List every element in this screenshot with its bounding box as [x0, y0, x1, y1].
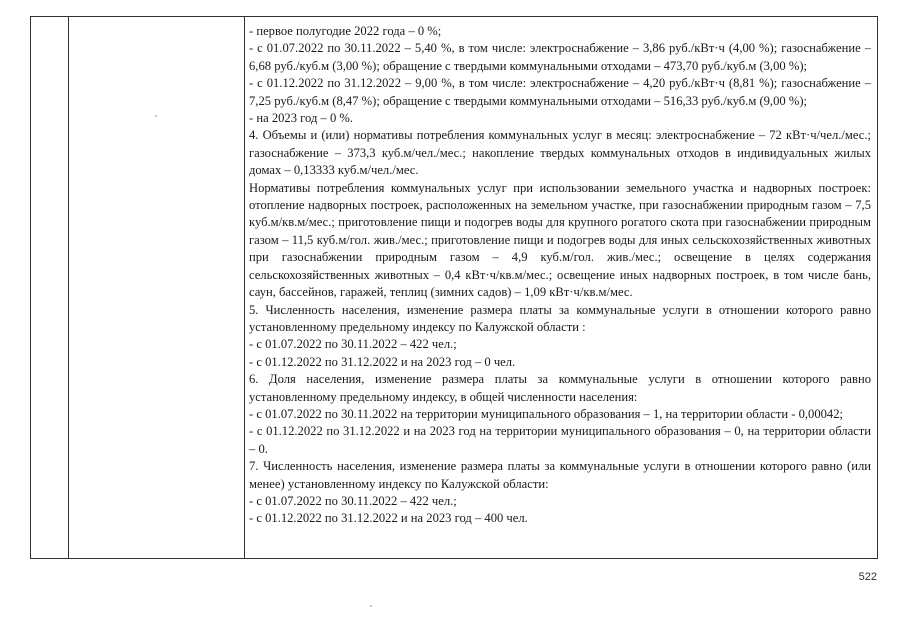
scan-speck — [370, 605, 372, 607]
table-column-name — [69, 17, 245, 558]
paragraph: 7. Численность населения, изменение размера платы за коммунальные услуги в отношении которого равно (или менее) установленному индексу по Калужской области: — [249, 459, 871, 491]
paragraph: Нормативы потребления коммунальных услуг при использовании земельного участка и надворных построек: отопление надворных построек, расположенных на земельном участке, при газоснабжении природным газом – 7,5 куб.м/кв.м/мес.; приготовление пищи и подогрев воды для крупного рогатого скота при газоснабжении природным газом – 11,5 куб.м/гол. жив./мес.; приготовление пищи и подогрев воды для иных сельскохозяйственных животных при газоснабжении природным газом – 4,9 куб.м/гол. жив./мес.; освещение в целях содержания сельскохозяйственных животных – 0,4 кВт·ч/кв.м/мес.; освещение иных надворных построек, в том числе бань, саун, бассейнов, гаражей, теплиц (зимних садов) – 1,09 кВт·ч/кв.м/мес. — [249, 180, 871, 300]
paragraph: - на 2023 год – 0 %. — [249, 111, 354, 126]
document-table — [30, 16, 878, 559]
paragraph: - с 01.12.2022 по 31.12.2022 и на 2023 год – 0 чел. — [249, 354, 516, 369]
paragraph: - с 01.12.2022 по 31.12.2022 и на 2023 год на территории муниципального образования – 0, на территории области – 0. — [249, 424, 871, 456]
paragraph: - с 01.07.2022 по 30.11.2022 – 422 чел.; — [249, 337, 457, 352]
paragraph: - с 01.07.2022 по 30.11.2022 – 5,40 %, в том числе: электроснабжение – 3,86 руб./кВт·ч (4,00 %); газоснабжение – 6,68 руб./куб.м (3,00 %); обращение с твердыми коммунальными отходами – 473,70 руб./куб.м (3,00 %); — [249, 41, 871, 73]
page-number: 522 — [858, 571, 877, 583]
paragraph: - с 01.07.2022 по 30.11.2022 на территории муниципального образования – 1, на территории области - 0,00042; — [249, 406, 844, 421]
table-column-number — [31, 17, 69, 558]
paragraph: 6. Доля населения, изменение размера платы за коммунальные услуги в отношении которого равно установленному предельному индексу, в общей численности населения: — [249, 372, 871, 404]
paragraph: 5. Численность населения, изменение размера платы за коммунальные услуги в отношении которого равно установленному предельному индексу по Калужской области : — [249, 302, 871, 334]
paragraph: - первое полугодие 2022 года – 0 %; — [249, 24, 442, 38]
scan-speck — [155, 115, 157, 117]
paragraph: - с 01.12.2022 по 31.12.2022 – 9,00 %, в том числе: электроснабжение – 4,20 руб./кВт·ч (8,81 %); газоснабжение – 7,25 руб./куб.м (8,47 %); обращение с твердыми коммунальными отходами – 516,33 руб./куб.м (9,00 %); — [249, 76, 871, 108]
paragraph: - с 01.07.2022 по 30.11.2022 – 422 чел.; — [249, 493, 457, 508]
paragraph: 4. Объемы и (или) нормативы потребления коммунальных услуг в месяц: электроснабжение – 72 кВт·ч/чел./мес.; газоснабжение – 373,3 куб.м/чел./мес.; накопление твердых коммунальных отходов в индивидуальных жилых домах – 0,13333 куб.м/чел./мес. — [249, 128, 871, 178]
table-column-content — [245, 17, 877, 558]
paragraph: - с 01.12.2022 по 31.12.2022 и на 2023 год – 400 чел. — [249, 511, 528, 526]
